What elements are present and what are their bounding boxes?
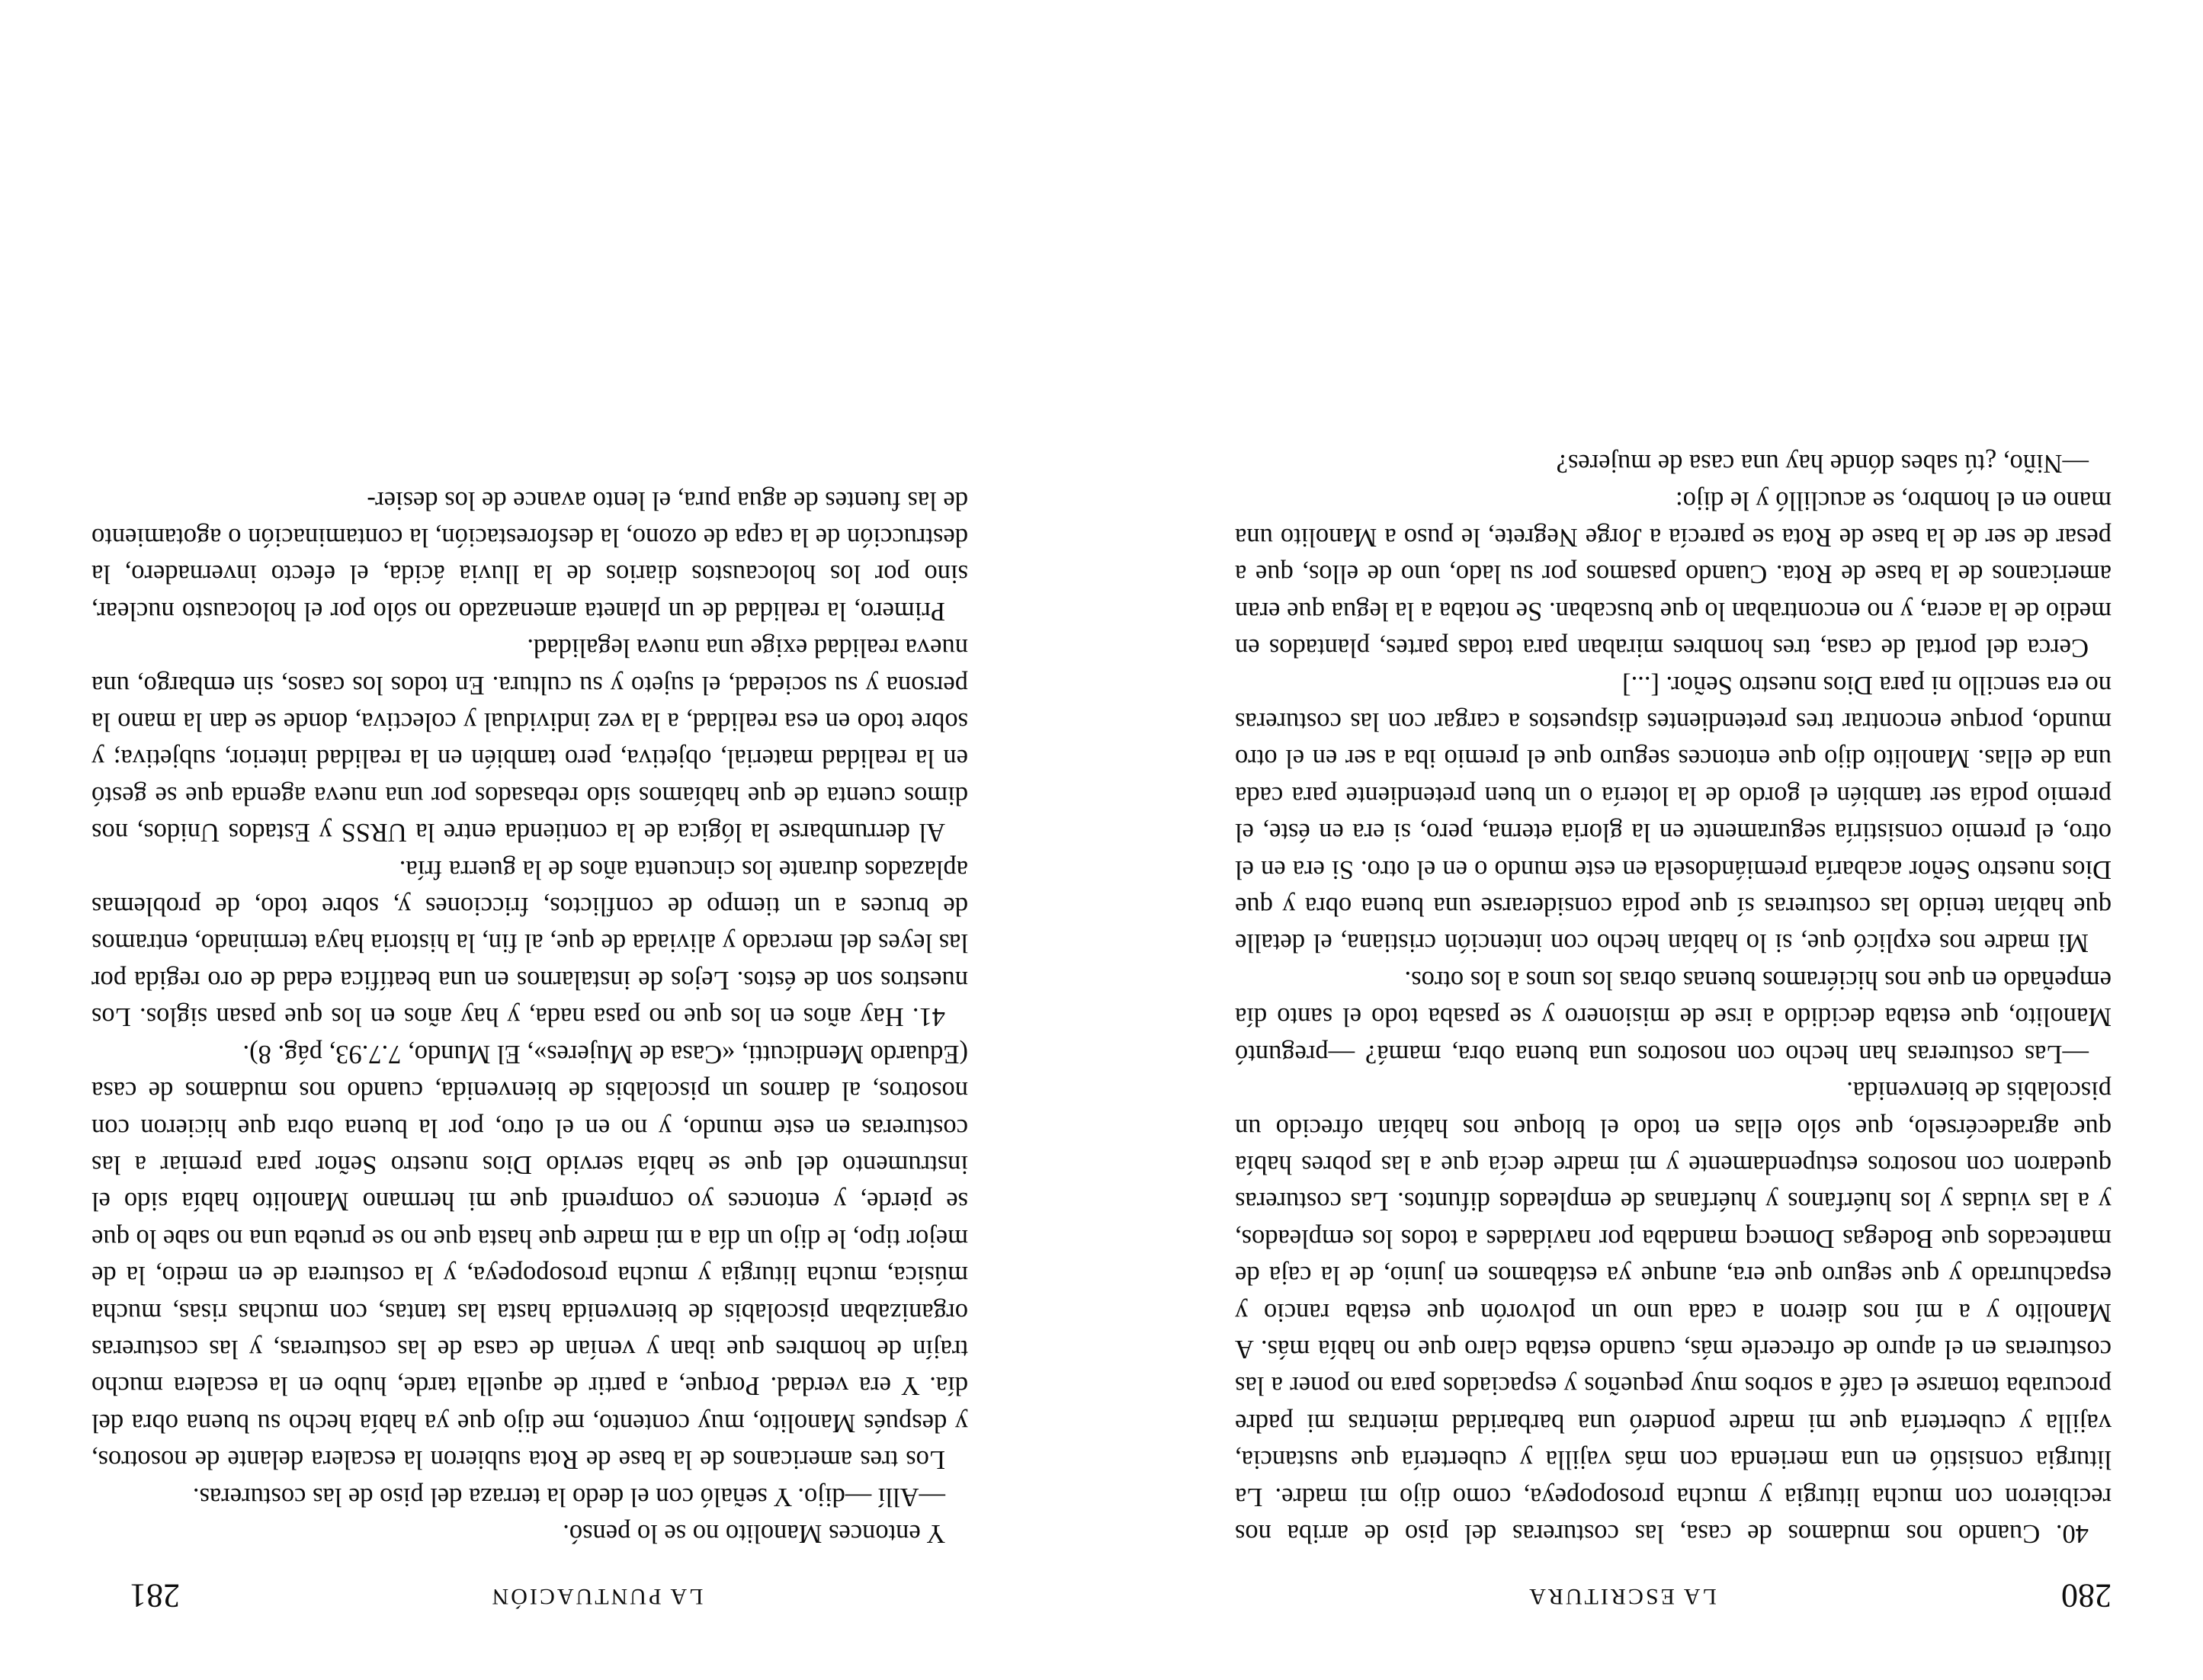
paragraph-good-deed: Los tres americanos de la base de Rota subieron la escalera delante de nosotros, y después Manolito, muy contento, me dijo que ya había hecho su buena obra del día. Y era verdad. Porque, a partir de aquella tarde, hubo en la escalera mucho trajín de hombres que iban y venían de casa de las costureras, y las costureras organizaban piscolabis de bienvenida hasta las tantas, con muchas risas, mucha música, mucha liturgia y mucha prosopopeya, y la costurera de en medio, la de mejor tipo, le dijo un día a mi madre que hasta que no se prueba una no sabe lo que se pierde, y entonces yo comprendí que mi hermano Manolito había sido el instrumento del que se había servido Dios nuestro Señor para premiar a las costureras en este mundo, y no en el otro, por la buena obra que hicieron con nosotros, al darnos un piscolabis de bienvenida, cuando nos mudamos de casa (Eduardo Mendicutti, «Casa de Mujeres», El Mundo, 7.7.93, pág. 8). [91,1039,968,1475]
paragraph-manolito-thinks: Y entonces Manolito no se lo pensó. [563,1519,945,1548]
left-page [1102,0,2203,1680]
paragraph-planet: Primero, la realidad de un planeta amenazado no sólo por el holocausto nuclear, sino por los holocaustos diarios de la lluvia ácida, el efecto invernadero, la destrucción de la capa de ozono, la desforestación, la contaminación o agotamiento de las fuentes de agua pura, el lento avance de los desier- [91,486,968,626]
right-body-text [91,482,968,1552]
left-body-text [1235,445,2112,1552]
paragraph-mother-explains: Mi madre nos explicó que, si lo habían hecho con intención cristiana, el detalle que habían tenido las costureras sí que podía considerarse una buena obra y que Dios nuestro Señor acabaría premiándosela en este mundo o en el otro. Si era en el otro, el premio consistiría seguramente en la gloria eterna, pero, si era en éste, el premio podía ser también el gordo de la lotería o un buen pretendiente para cada una de ellas. Manolito dijo que entonces seguro que el premio iba a ser en el otro mundo, porque encontrar tres pretendientes dispuestos a cargar con las costureras no era sencillo ni para Dios nuestro Señor. [...] [1235,670,2112,958]
paragraph-dialogue-manolito: —Las costureras han hecho con nosotros una buena obra, mamá? —preguntó Manolito, que estaba decidido a irse de misionero y se pasaba todo el santo día empeñado en que nos hiciéramos buenas obras los unos a los otros. [1235,965,2112,1069]
paragraph-41: 41. Hay años en los que no pasa nada, y hay años en los que pasan siglos. Los nuestros son de éstos. Lejos de instalarnos en una beatífica edad de oro regida por las leyes del mercado y aliviada de que, al fin, la historia haya terminado, entramos de bruces a un tiempo de conflictos, fricciones y, sobre todo, de problemas aplazados durante los cincuenta años de la guerra fría. [91,854,968,1032]
right-page-number: 281 [130,1577,180,1614]
paragraph-alli: —Allí —dijo. Y señaló con el dedo la terraza del piso de las costureras. [192,1482,945,1512]
paragraph-40: 40. Cuando nos mudamos de casa, las costureras del piso de arriba nos recibieron con mucha liturgia y mucha prosopopeya, como dijo mi madre. La liturgia consistió en una merienda con más vajilla y cubertería que sustancia, vajilla y cubertería que mi madre ponderó una barbaridad mientras mi padre procuraba tomarse el café a sorbos muy pequeños y espaciados para no poner a las costureras en el apuro de ofrecerle más, cuando estaba claro que no había más. A Manolito y a mí nos dieron a cada uno un polvorón que estaba rancio y espachurrado y que seguro que era, aunque ya estábamos en junio, de la caja de mantecados que Bodegas Domecq mandaba por navidades a todos los empleados, y a las viudas y los huérfanos y huérfanas de empleados difuntos. Las costureras quedaron con nosotros estupendamente y mi madre decía que a las pobres había que agradecérselo, que sólo ellas en todo el bloque nos habían ofrecido un piscolabis de bienvenida. [1235,1076,2112,1548]
left-page-number: 280 [2061,1577,2112,1614]
right-running-title: LA PUNTUACIÓN [489,1584,704,1609]
left-running-title: LA ESCRITURA [1527,1584,1717,1609]
paragraph-americans: Cerca del portal de casa, tres hombres miraban para todas partes, plantados en medio de la acera, y no encontraban lo que buscaban. Se notaba a la legua que eran americanos de la base de Rota. Cuando pasamos por su lado, uno de ellos, que a pesar de ser de la base de Rota se parecía a Jorge Negrete, le puso a Manolito una mano en el hombro, se acuclilló y le dijo: [1235,486,2112,663]
paragraph-urss: Al derrumbarse la lógica de la contienda entre la URSS y Estados Unidos, nos dimos cuenta de que habíamos sido rebasados por una nueva agenda que se gestó en la realidad material, objetiva, pero también en la realidad interior, subjetiva; y sobre todo en esa realidad, a la vez individual y colectiva, donde se dan la mano la persona y su sociedad, el sujeto y su cultura. En todos los casos, sin embargo, una nueva realidad exige una nueva legalidad. [91,633,968,848]
right-running-head [0,1577,1102,1615]
paragraph-question: —Niño, ¿tú sabes dónde hay una casa de mujeres? [1556,449,2089,479]
left-running-head [1102,1577,2203,1615]
